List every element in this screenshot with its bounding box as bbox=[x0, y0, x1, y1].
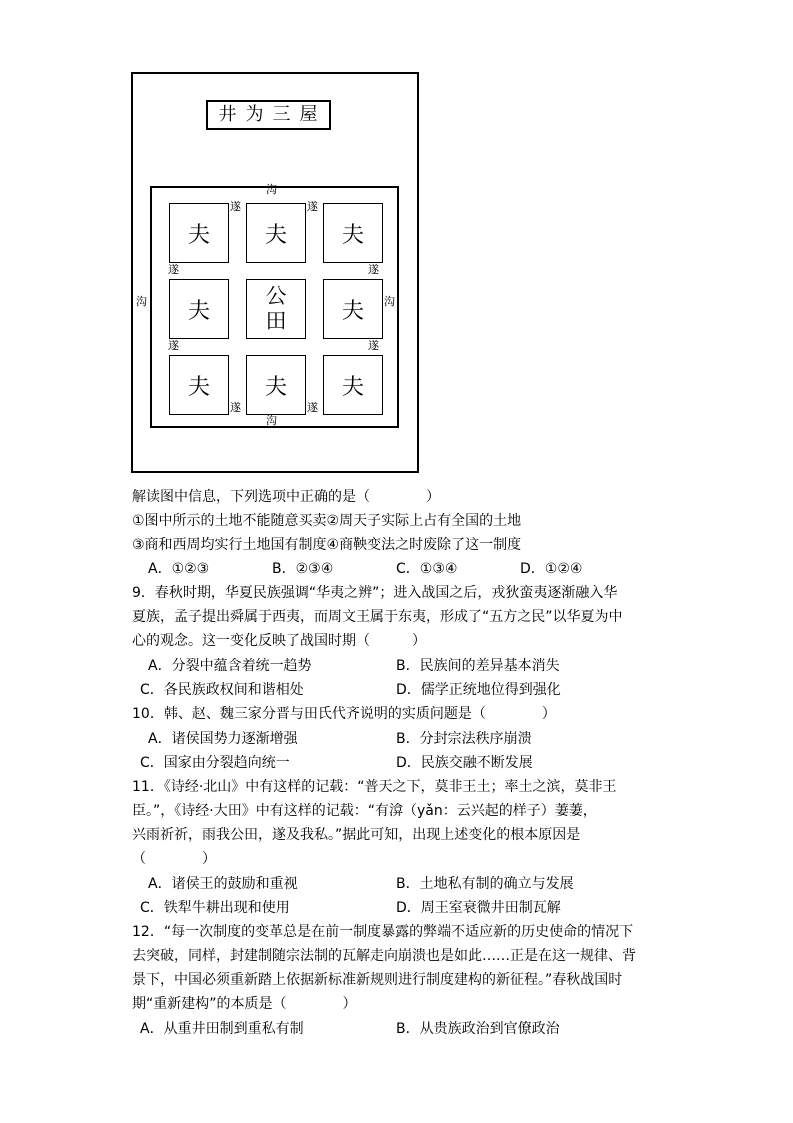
q11-line-1: 11．《诗经·北山》中有这样的记载：“普天之下，莫非王土；率土之滨，莫非王 bbox=[132, 779, 617, 795]
well-field-diagram bbox=[131, 72, 419, 473]
q9-line-3: 心的观念。这一变化反映了战国时期（ ） bbox=[132, 633, 426, 649]
q11-option-c[interactable]: C．铁犁牛耕出现和使用 bbox=[140, 900, 290, 916]
q8-statement-2: ③商和西周均实行土地国有制度④商鞅变法之时废除了这一制度 bbox=[132, 537, 522, 553]
label-sui: 遂 bbox=[307, 401, 318, 414]
public-field-text: 公田 bbox=[265, 284, 287, 333]
q12-line-1: 12．“每一次制度的变革总是在前一制度暴露的弊端不适应新的历史使命的情况下 bbox=[132, 924, 634, 940]
q11-line-3: 兴雨祈祈，雨我公田，遂及我私。”据此可知，出现上述变化的根本原因是 bbox=[132, 827, 581, 843]
q8-option-c[interactable]: C．①③④ bbox=[396, 561, 458, 577]
q11-option-d[interactable]: D．周王室衰微井田制瓦解 bbox=[396, 900, 561, 916]
q10-option-b[interactable]: B．分封宗法秩序崩溃 bbox=[396, 731, 532, 747]
plot-fu: 夫 bbox=[246, 203, 306, 263]
q10-option-a[interactable]: A．诸侯国势力逐渐增强 bbox=[148, 731, 298, 747]
label-gou-bottom: 沟 bbox=[266, 414, 277, 427]
q8-option-a[interactable]: A．①②③ bbox=[148, 561, 210, 577]
q9-line-2: 夏族，孟子提出舜属于西夷，而周文王属于东夷，形成了“五方之民”以华夏为中 bbox=[132, 609, 623, 625]
label-sui: 遂 bbox=[168, 263, 179, 276]
q8-statement-1: ①图中所示的土地不能随意买卖②周天子实际上占有全国的土地 bbox=[132, 513, 522, 529]
plot-fu: 夫 bbox=[169, 355, 229, 415]
plot-fu: 夫 bbox=[246, 355, 306, 415]
plot-fu: 夫 bbox=[169, 203, 229, 263]
q8-option-b[interactable]: B．②③④ bbox=[272, 561, 334, 577]
q12-line-2: 去突破，同样，封建制随宗法制的瓦解走向崩溃也是如此……正是在这一规律、背 bbox=[132, 948, 636, 964]
plot-public-field bbox=[246, 279, 306, 339]
plot-fu: 夫 bbox=[169, 279, 229, 339]
q9-option-d[interactable]: D．儒学正统地位得到强化 bbox=[396, 682, 561, 698]
q11-option-a[interactable]: A．诸侯王的鼓励和重视 bbox=[148, 876, 298, 892]
label-sui: 遂 bbox=[307, 200, 318, 213]
q9-option-b[interactable]: B．民族间的差异基本消失 bbox=[396, 658, 560, 674]
q11-option-b[interactable]: B．土地私有制的确立与发展 bbox=[396, 876, 574, 892]
q8-option-d[interactable]: D．①②④ bbox=[520, 561, 583, 577]
label-sui: 遂 bbox=[230, 401, 241, 414]
label-sui: 遂 bbox=[368, 339, 379, 352]
q12-option-a[interactable]: A．从重井田制到重私有制 bbox=[140, 1021, 304, 1037]
q12-line-3: 景下，中国必须重新踏上依据新标准新规则进行制度建构的新征程。”春秋战国时 bbox=[132, 972, 623, 988]
label-gou-right: 沟 bbox=[384, 295, 395, 308]
q12-line-4: 期“重新建构”的本质是（ ） bbox=[132, 996, 357, 1012]
q10-option-c[interactable]: C．国家由分裂趋向统一 bbox=[140, 755, 290, 771]
label-sui: 遂 bbox=[168, 339, 179, 352]
q10-line-1: 10．韩、赵、魏三家分晋与田氏代齐说明的实质问题是（ ） bbox=[132, 706, 556, 722]
q9-line-1: 9．春秋时期，华夏民族强调“华夷之辨”；进入战国之后，戎狄蛮夷逐渐融入华 bbox=[132, 585, 618, 601]
q9-option-a[interactable]: A．分裂中蕴含着统一趋势 bbox=[148, 658, 312, 674]
label-gou-left: 沟 bbox=[136, 295, 147, 308]
label-gou-top: 沟 bbox=[266, 183, 277, 196]
well-field-grid bbox=[136, 183, 399, 428]
q10-option-d[interactable]: D．民族交融不断发展 bbox=[396, 755, 533, 771]
q8-stem: 解读图中信息，下列选项中正确的是（ ） bbox=[132, 489, 440, 505]
q9-option-c[interactable]: C．各民族政权间和谐相处 bbox=[140, 682, 304, 698]
q11-line-4: （ ） bbox=[132, 851, 216, 867]
q11-line-2: 臣。”，《诗经·大田》中有这样的记载：“有渰（yǎn：云兴起的样子）萋萋， bbox=[132, 803, 597, 819]
plot-fu: 夫 bbox=[323, 203, 383, 263]
plot-fu: 夫 bbox=[323, 355, 383, 415]
q12-option-b[interactable]: B．从贵族政治到官僚政治 bbox=[396, 1021, 560, 1037]
diagram-title: 井为三屋 bbox=[206, 100, 331, 130]
label-sui: 遂 bbox=[368, 263, 379, 276]
label-sui: 遂 bbox=[230, 200, 241, 213]
plot-fu: 夫 bbox=[323, 279, 383, 339]
